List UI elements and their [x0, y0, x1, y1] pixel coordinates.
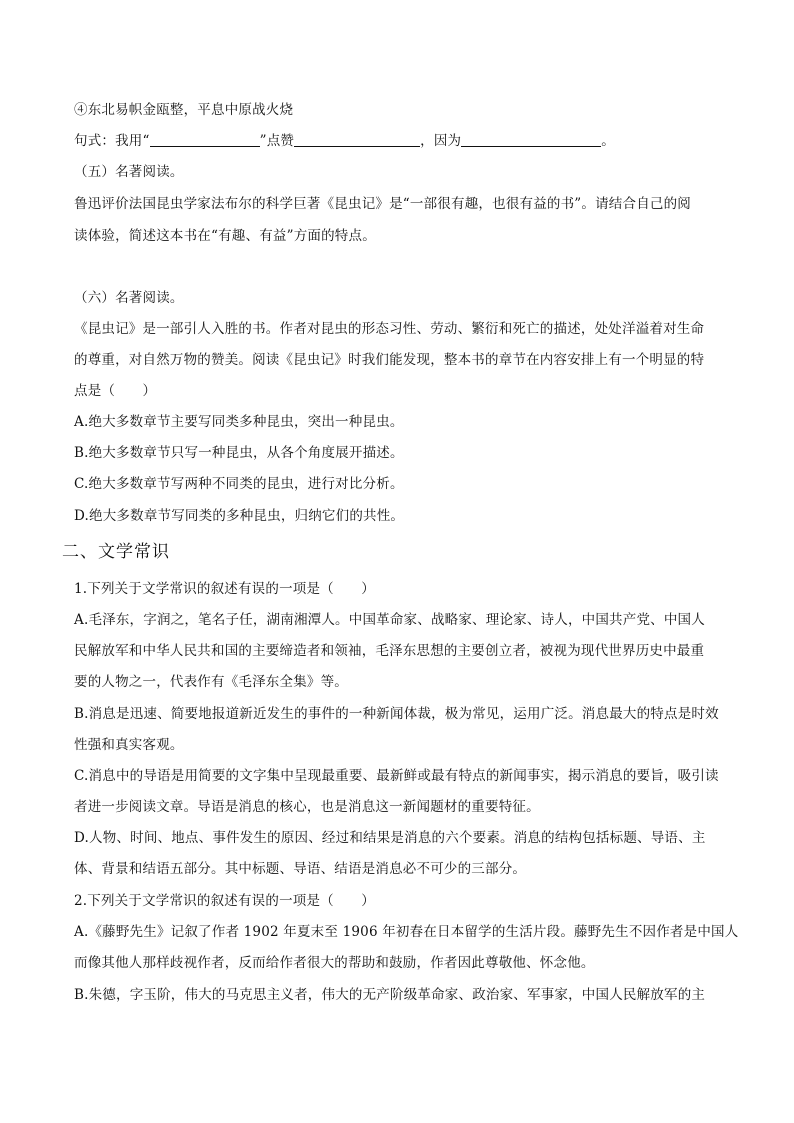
- text-line: 体、背景和结语五部分。其中标题、导语、结语是消息必不可少的三部分。: [74, 861, 527, 877]
- text-line: 者进一步阅读文章。导语是消息的核心，也是消息这一新闻题材的重要特征。: [74, 799, 540, 815]
- section-title: 二、文学常识: [62, 542, 170, 562]
- option-d: D.绝大多数章节写同类的多种昆虫，归纳它们的共性。: [74, 508, 405, 524]
- text-line: 而像其他人那样歧视作者，反而给作者很大的帮助和鼓励，作者因此尊敬他、怀念他。: [74, 955, 595, 971]
- question-1: 1.下列关于文学常识的叙述有误的一项是（ ）: [74, 581, 375, 597]
- blank-line[interactable]: [150, 132, 260, 147]
- text-line: 性强和真实客观。: [74, 737, 184, 753]
- question-2: 2.下列关于文学常识的叙述有误的一项是（ ）: [74, 893, 375, 909]
- text-line: 读体验，简述这本书在“有趣、有益”方面的特点。: [74, 228, 376, 244]
- pattern-mid1: ”点赞: [259, 133, 295, 149]
- blank-line[interactable]: [461, 132, 601, 147]
- option-c: C.绝大多数章节写两种不同类的昆虫，进行对比分析。: [74, 476, 404, 492]
- pattern-mid2: ，因为: [420, 133, 462, 149]
- text-line: B.消息是迅速、简要地报道新近发生的事件的一种新闻体裁，极为常见，运用广泛。消息最大的特点是时效: [74, 706, 719, 722]
- text-line: 民解放军和中华人民共和国的主要缔造者和领袖，毛泽东思想的主要创立者，被视为现代世界历史中最重: [74, 643, 705, 659]
- text-line: 点是（ ）: [74, 383, 157, 399]
- option-a: A.绝大多数章节主要写同类多种昆虫，突出一种昆虫。: [74, 414, 404, 430]
- text-line: D.人物、时间、地点、事件发生的原因、经过和结果是消息的六个要素。消息的结构包括标题、导语、主: [74, 830, 706, 846]
- text-line: 要的人物之一，代表作有《毛泽东全集》等。: [74, 674, 348, 690]
- text-line: A.毛泽东，字润之，笔名子任，湖南湘潭人。中国革命家、战略家、理论家、诗人，中国共产党、中国人: [74, 612, 705, 628]
- text-line: 鲁迅评价法国昆虫学家法布尔的科学巨著《昆虫记》是“一部很有趣，也很有益的书”。请结合自己的阅: [74, 196, 692, 212]
- blank-line[interactable]: [294, 132, 420, 147]
- pattern-prefix: 句式：我用“: [74, 133, 150, 149]
- option-b: B.绝大多数章节只写一种昆虫，从各个角度展开描述。: [74, 445, 404, 461]
- subsection-heading: （六）名著阅读。: [74, 290, 184, 306]
- pattern-end: 。: [601, 133, 615, 149]
- text-line: ④东北易帜金瓯整，平息中原战火烧: [74, 102, 294, 118]
- text-line: A.《藤野先生》记叙了作者 1902 年夏末至 1906 年初春在日本留学的生活片段。藤野先生不因作者是中国人: [74, 924, 739, 940]
- subsection-heading: （五）名著阅读。: [74, 164, 184, 180]
- text-line: 的尊重，对自然万物的赞美。阅读《昆虫记》时我们能发现，整本书的章节在内容安排上有一个明显的特: [74, 352, 705, 368]
- text-line: C.消息中的导语是用简要的文字集中呈现最重要、最新鲜或最有特点的新闻事实，揭示消息的要旨，吸引读: [74, 768, 719, 784]
- text-line: 《昆虫记》是一部引人入胜的书。作者对昆虫的形态习性、劳动、繁衍和死亡的描述，处处洋溢着对生命: [74, 321, 705, 337]
- sentence-pattern-line: [74, 131, 615, 151]
- text-line: B.朱德，字玉阶，伟大的马克思主义者，伟大的无产阶级革命家、政治家、军事家，中国人民解放军的主: [74, 987, 706, 1003]
